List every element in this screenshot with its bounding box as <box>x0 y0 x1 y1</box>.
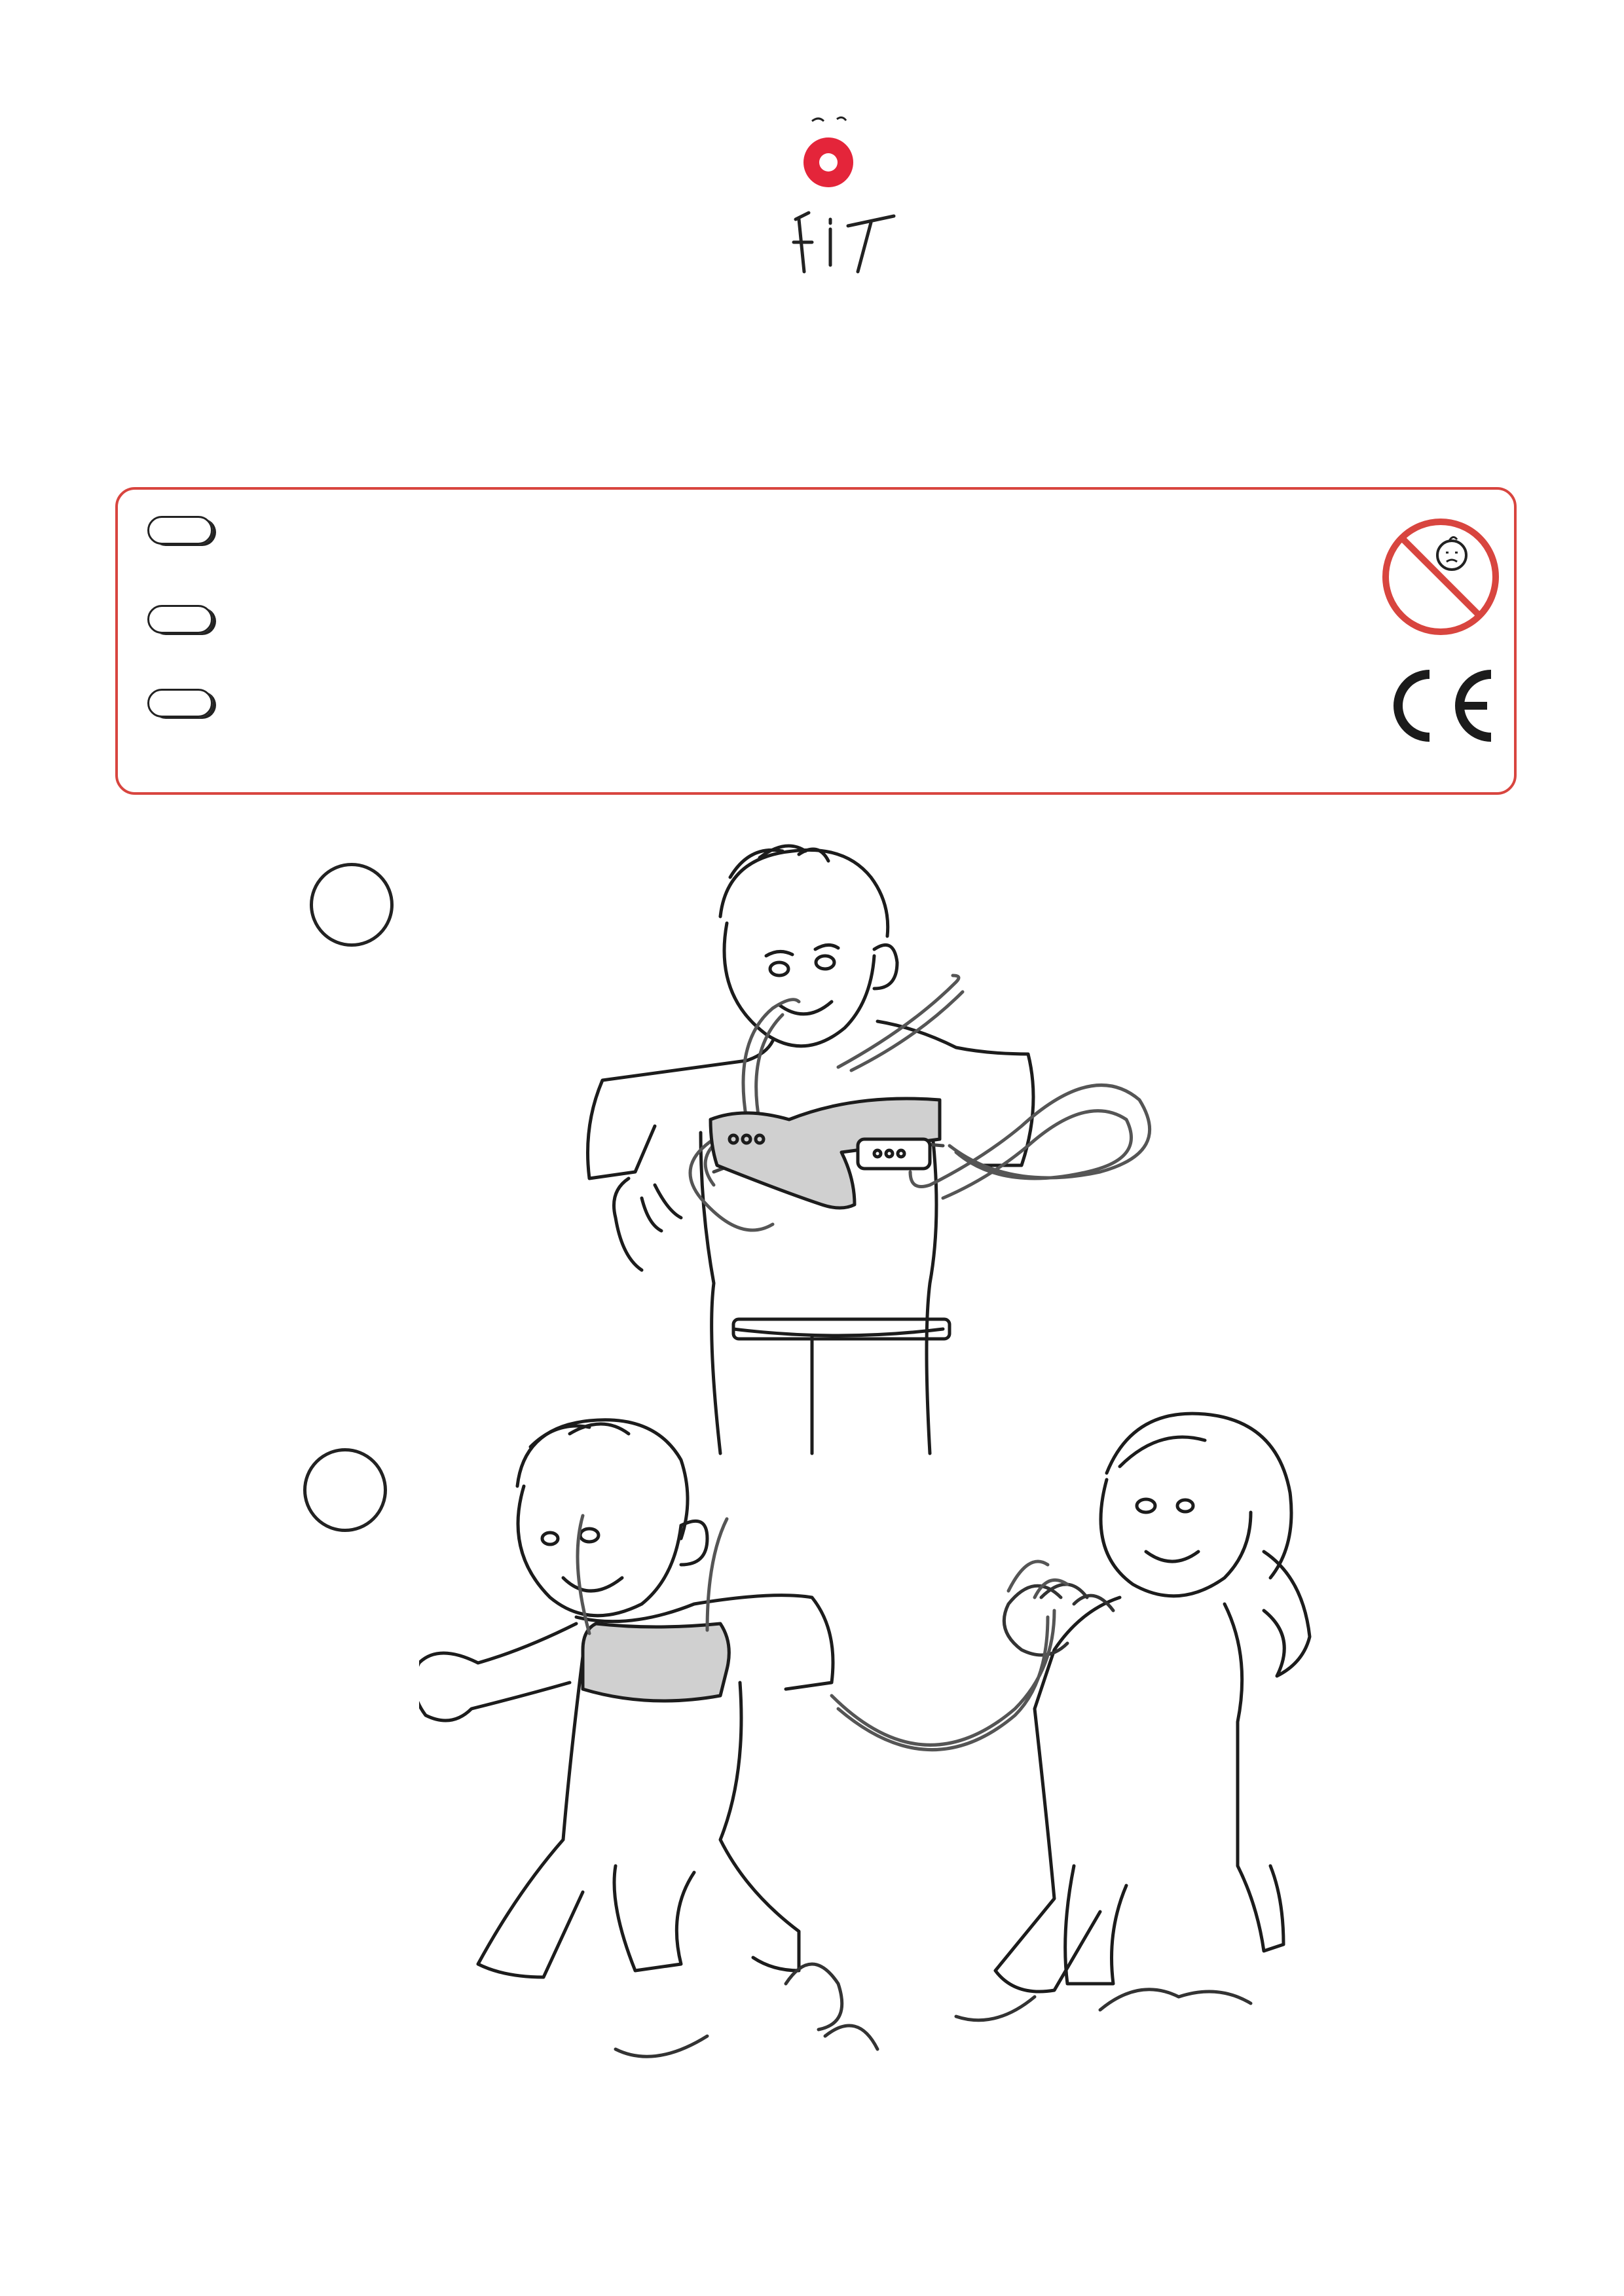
safety-warning-box <box>115 487 1517 795</box>
ce-mark-icon <box>1378 666 1503 745</box>
sport-fit-logo <box>714 111 950 314</box>
illustration-child-wearing-harness <box>563 831 1192 1460</box>
language-badge-de <box>147 516 213 545</box>
illustration-children-playing-horse <box>419 1408 1323 2115</box>
no-children-under-3-icon <box>1378 515 1503 639</box>
step-number-2 <box>303 1448 387 1532</box>
language-badge-fr <box>147 689 213 718</box>
language-badge-gb <box>147 605 213 634</box>
step-number-1 <box>310 863 394 947</box>
